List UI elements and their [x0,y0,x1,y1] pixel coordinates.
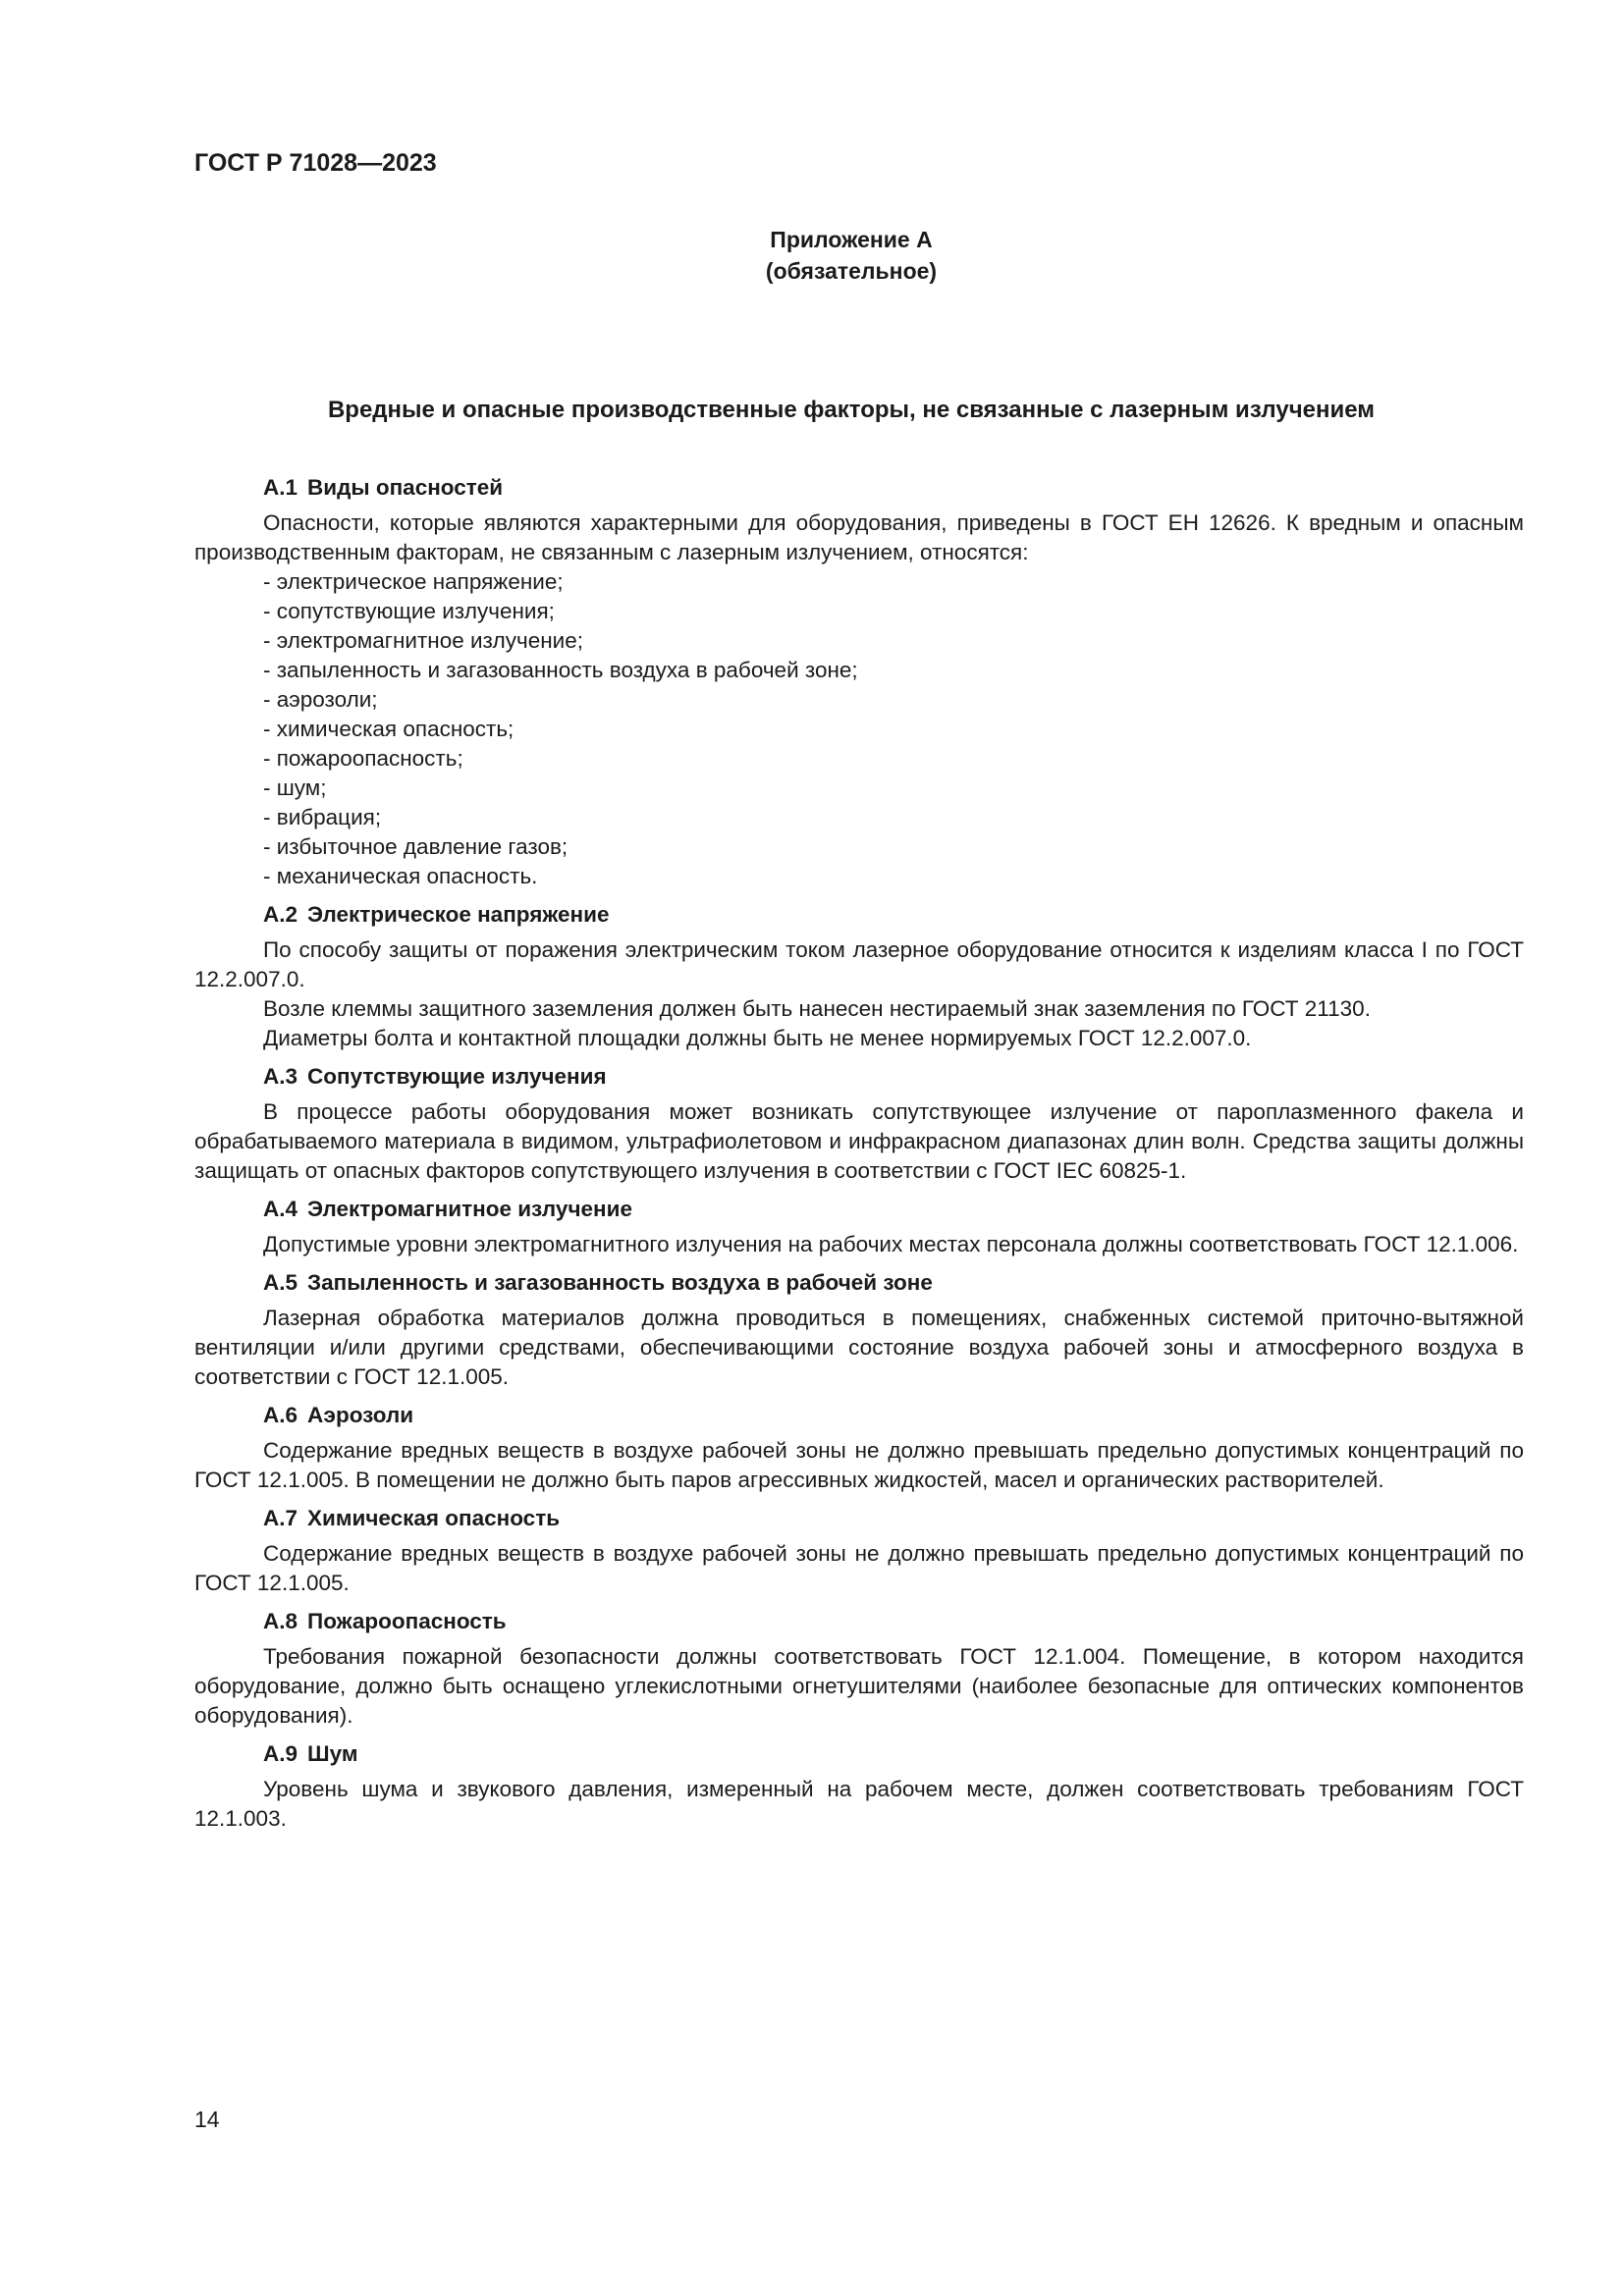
section-title: Шум [307,1741,358,1766]
section-number: А.7 [263,1506,298,1530]
paragraph: Содержание вредных веществ в воздухе рабочей зоны не должно превышать предельно допустимых концентраций по ГОСТ 12.1.005. [194,1541,1524,1595]
section-number: А.2 [263,902,298,927]
paragraph: Содержание вредных веществ в воздухе рабочей зоны не должно превышать предельно допустимых концентраций по ГОСТ 12.1.005. В помещении не должно быть паров агрессивных жидкостей, масел и органических растворителей. [194,1438,1524,1492]
section [194,1401,1524,1495]
paragraph: По способу защиты от поражения электрическим током лазерное оборудование относится к изделиям класса I по ГОСТ 12.2.007.0. [194,937,1524,991]
section [194,900,1524,1053]
section [194,1268,1524,1392]
section-heading [194,1739,1524,1769]
list-item: - электрическое напряжение; [263,569,564,594]
section-title: Запыленность и загазованность воздуха в рабочей зоне [307,1270,933,1295]
paragraph: Опасности, которые являются характерными для оборудования, приведены в ГОСТ ЕН 12626. К вредным и опасным производственным факторам, не связанным с лазерным излучением, относятся: [194,510,1524,564]
paragraph: Допустимые уровни электромагнитного излучения на рабочих местах персонала должны соответствовать ГОСТ 12.1.006. [263,1232,1519,1256]
paragraph: В процессе работы оборудования может возникать сопутствующее излучение от пароплазменного факела и обрабатываемого материала в видимом, ультрафиолетовом и инфракрасном диапазонах длин волн. Средства защиты должны защищать от опасных факторов сопутствующего излучения в соответствии с ГОСТ IEC 60825-1. [194,1099,1524,1183]
paragraph: Возле клеммы защитного заземления должен быть нанесен нестираемый знак заземления по ГОСТ 21130. [263,996,1371,1021]
page-number: 14 [194,2107,220,2132]
section-number: А.8 [263,1609,298,1633]
section-number: А.4 [263,1197,298,1221]
section-title: Электромагнитное излучение [307,1197,632,1221]
hazard-list [194,567,1524,891]
paragraph: Лазерная обработка материалов должна проводиться в помещениях, снабженных системой приточно-вытяжной вентиляции и/или другими средствами, обеспечивающими состояние воздуха рабочей зоны и атмосферного воздуха в соответствии с ГОСТ 12.1.005. [194,1306,1524,1389]
section [194,1739,1524,1834]
section-heading [194,1607,1524,1636]
section-heading [194,1268,1524,1298]
list-item: - сопутствующие излучения; [263,599,555,623]
document-body [194,473,1524,1842]
appendix-heading [0,224,1624,287]
section-number: А.5 [263,1270,298,1295]
section-heading [194,1195,1524,1224]
paragraph: Требования пожарной безопасности должны соответствовать ГОСТ 12.1.004. Помещение, в котором находится оборудование, должно быть оснащено углекислотными огнетушителями (наиболее безопасные для оптических компонентов оборудования). [194,1644,1524,1728]
list-item: - механическая опасность. [263,864,538,888]
section-number: А.6 [263,1403,298,1427]
list-item: - запыленность и загазованность воздуха в рабочей зоне; [263,658,858,682]
document-code: ГОСТ Р 71028—2023 [194,149,437,177]
appendix-title: Вредные и опасные производственные факторы, не связанные с лазерным излучением [327,397,1376,423]
section-title: Химическая опасность [307,1506,561,1530]
list-item: - химическая опасность; [263,717,514,741]
list-item: - аэрозоли; [263,687,378,712]
section-heading [194,1504,1524,1533]
section [194,1504,1524,1598]
list-item: - электромагнитное излучение; [263,628,583,653]
section-title: Пожароопасность [307,1609,507,1633]
section-heading [194,1401,1524,1430]
section-title: Виды опасностей [307,475,504,500]
section-number: А.1 [263,475,298,500]
appendix-label: Приложение А [770,227,933,252]
appendix-status: (обязательное) [765,258,938,284]
list-item: - вибрация; [263,805,382,829]
list-item: - избыточное давление газов; [263,834,568,859]
section-number: А.3 [263,1064,298,1089]
section [194,1607,1524,1731]
section-heading [194,473,1524,503]
paragraph: Диаметры болта и контактной площадки должны быть не менее нормируемых ГОСТ 12.2.007.0. [263,1026,1252,1050]
list-item: - шум; [263,775,327,800]
section-title: Сопутствующие излучения [307,1064,607,1089]
section-heading [194,900,1524,930]
section-title: Электрическое напряжение [307,902,610,927]
section-title: Аэрозоли [307,1403,414,1427]
section-number: А.9 [263,1741,298,1766]
list-item: - пожароопасность; [263,746,463,771]
section [194,473,1524,891]
section [194,1195,1524,1259]
paragraph: Уровень шума и звукового давления, измеренный на рабочем месте, должен соответствовать требованиям ГОСТ 12.1.003. [194,1777,1524,1831]
section-heading [194,1062,1524,1092]
section [194,1062,1524,1186]
